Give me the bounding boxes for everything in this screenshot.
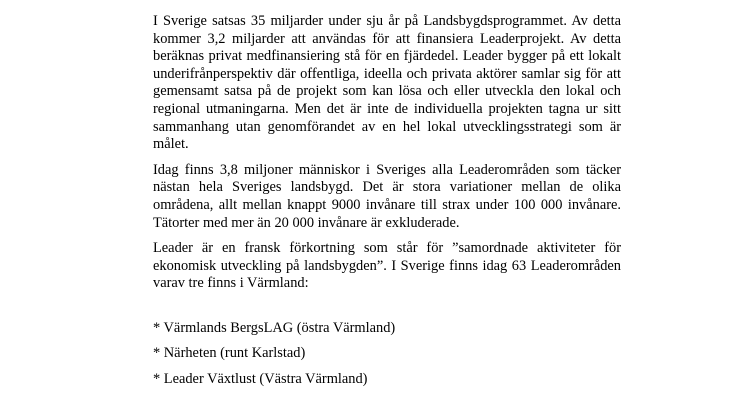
paragraph-population: Idag finns 3,8 miljoner människor i Sveriges alla Leaderområden som täcker nästan hela Sveriges landsbygd. Det är stora variationer mellan de olika områdena, allt mellan knappt 9000 invånare till strax under 100 000 invånare. Tätorter med mer än 20 000 invånare är exkluderade. xyxy=(153,161,621,231)
list-item: * Leader Växtlust (Västra Värmland) xyxy=(153,370,368,387)
paragraph-definition: Leader är en fransk förkortning som står för ”samordnade aktiviteter för ekonomisk utveckling på landsbygden”. I Sverige finns idag 63 Leaderområden varav tre finns i Värmland: xyxy=(153,240,621,292)
list-item: * Värmlands BergsLAG (östra Värmland) xyxy=(153,320,396,336)
document-body xyxy=(153,13,621,387)
paragraph-funding: I Sverige satsas 35 miljarder under sju år på Landsbygdsprogrammet. Av detta kommer 3,2 miljarder att användas för att finansiera Leaderprojekt. Av detta beräknas privat medfinansiering stå för en fjärdedel. Leader bygger på ett lokalt underifrånperspektiv där offentliga, ideella och privata aktörer samlar sig för att gemensamt satsa på de projekt som kan lösa och eller utveckla den lokal och regional utmaningarna. Men det är inte de individuella projekten tagna ur sitt sammanhang utan genomförandet av en hel lokal utvecklingsstrategi som är målet. xyxy=(153,13,621,153)
leader-areas-list xyxy=(153,320,395,396)
list-item: * Närheten (runt Karlstad) xyxy=(153,345,306,362)
